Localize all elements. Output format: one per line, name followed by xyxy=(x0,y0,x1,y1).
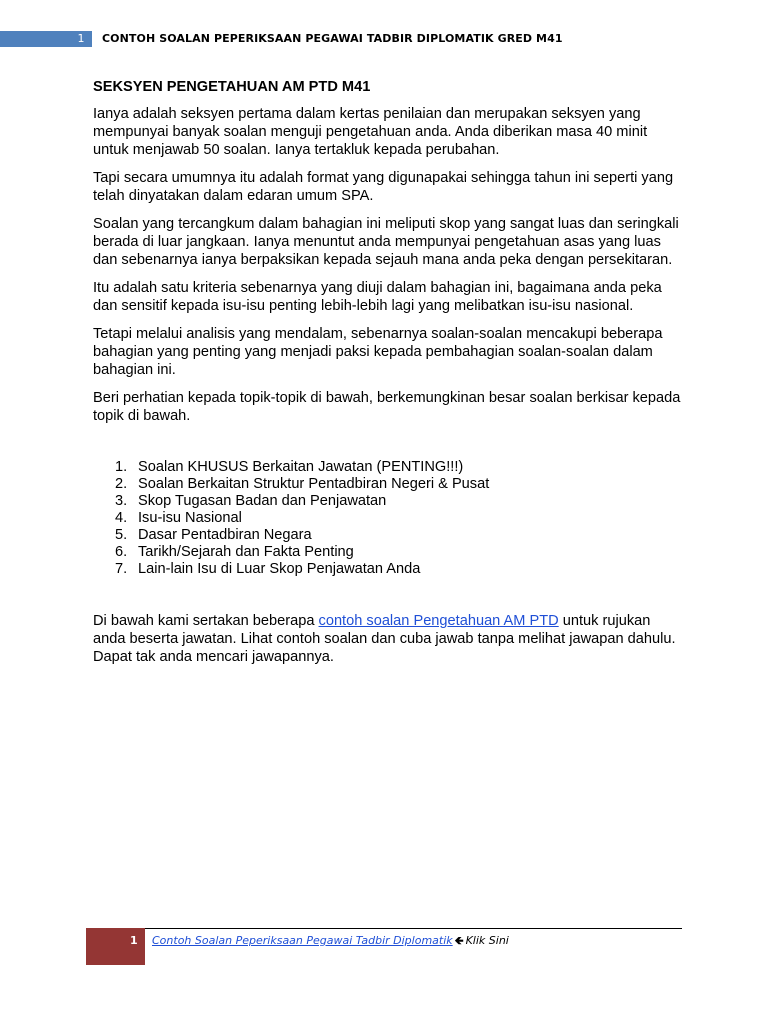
topic-list xyxy=(93,459,683,578)
list-item-number: 5. xyxy=(115,527,128,543)
list-item xyxy=(93,527,683,544)
paragraph: Soalan yang tercangkum dalam bahagian ini meliputi skop yang sangat luas dan seringkali berada di luar jangkaan. Ianya menuntut anda mempunyai pengetahuan asas yang luas dan sebenarnya ianya berpaksikan kepada sejauh mana anda peka dengan persekitaran. xyxy=(93,216,679,268)
footer-divider xyxy=(145,928,682,929)
list-item-number: 6. xyxy=(115,544,128,560)
list-item xyxy=(93,476,683,493)
list-item-number: 4. xyxy=(115,510,128,526)
paragraph: Beri perhatian kepada topik-topik di bawah, berkemungkinan besar soalan berkisar kepada topik di bawah. xyxy=(93,390,681,424)
list-item-text: Tarikh/Sejarah dan Fakta Penting xyxy=(138,544,354,560)
header-page-number: 1 xyxy=(77,32,85,45)
paragraph: Itu adalah satu kriteria sebenarnya yang diuji dalam bahagian ini, bagaimana anda peka dan sensitif kepada isu-isu penting lebih-lebih lagi yang melibatkan isu-isu nasional. xyxy=(93,280,662,314)
list-item xyxy=(93,493,683,510)
header-title: CONTOH SOALAN PEPERIKSAAN PEGAWAI TADBIR DIPLOMATIK GRED M41 xyxy=(102,32,563,45)
list-item-text: Soalan Berkaitan Struktur Pentadbiran Negeri & Pusat xyxy=(138,476,490,492)
closing-paragraph xyxy=(93,612,683,666)
contoh-soalan-link[interactable]: contoh soalan Pengetahuan AM PTD xyxy=(318,613,559,629)
footer-klik-sini: Klik Sini xyxy=(465,934,509,947)
list-item xyxy=(93,510,683,527)
list-item-text: Lain-lain Isu di Luar Skop Penjawatan Anda xyxy=(138,561,421,577)
list-item-number: 1. xyxy=(115,459,128,475)
closing-text-after: untuk rujukan anda beserta jawatan. Lihat contoh soalan dan cuba jawab tanpa melihat jawapan dahulu. Dapat tak anda mencari jawapannya. xyxy=(93,613,676,665)
list-item-text: Skop Tugasan Badan dan Penjawatan xyxy=(138,493,387,509)
closing-text-before: Di bawah kami sertakan beberapa xyxy=(93,613,319,629)
list-item xyxy=(93,459,683,476)
list-item-text: Soalan KHUSUS Berkaitan Jawatan (PENTING!!!) xyxy=(138,459,464,475)
main-content xyxy=(93,78,683,676)
paragraph: Tapi secara umumnya itu adalah format yang digunapakai sehingga tahun ini seperti yang telah dinyatakan dalam edaran umum SPA. xyxy=(93,170,674,204)
footer-link[interactable]: Contoh Soalan Peperiksaan Pegawai Tadbir Diplomatik xyxy=(152,934,453,947)
list-item-number: 7. xyxy=(115,561,128,577)
list-item-number: 3. xyxy=(115,493,128,509)
footer-link-line xyxy=(152,934,509,948)
paragraph: Tetapi melalui analisis yang mendalam, sebenarnya soalan-soalan mencakupi beberapa bahagian yang penting yang menjadi paksi kepada pembahagian soalan-soalan dalam bahagian ini. xyxy=(93,326,663,378)
list-item xyxy=(93,561,683,578)
list-item-text: Dasar Pentadbiran Negara xyxy=(138,527,312,543)
paragraph: Ianya adalah seksyen pertama dalam kertas penilaian dan merupakan seksyen yang mempunyai banyak soalan menguji pengetahuan anda. Anda diberikan masa 40 minit untuk menjawab 50 soalan. Ianya tertakluk kepada perubahan. xyxy=(93,106,648,158)
list-item-number: 2. xyxy=(115,476,128,492)
section-title: SEKSYEN PENGETAHUAN AM PTD M41 xyxy=(93,79,371,95)
footer-page-number: 1 xyxy=(130,934,138,947)
list-item xyxy=(93,544,683,561)
list-item-text: Isu-isu Nasional xyxy=(138,510,242,526)
arrow-left-icon: 🡸 xyxy=(454,934,464,947)
